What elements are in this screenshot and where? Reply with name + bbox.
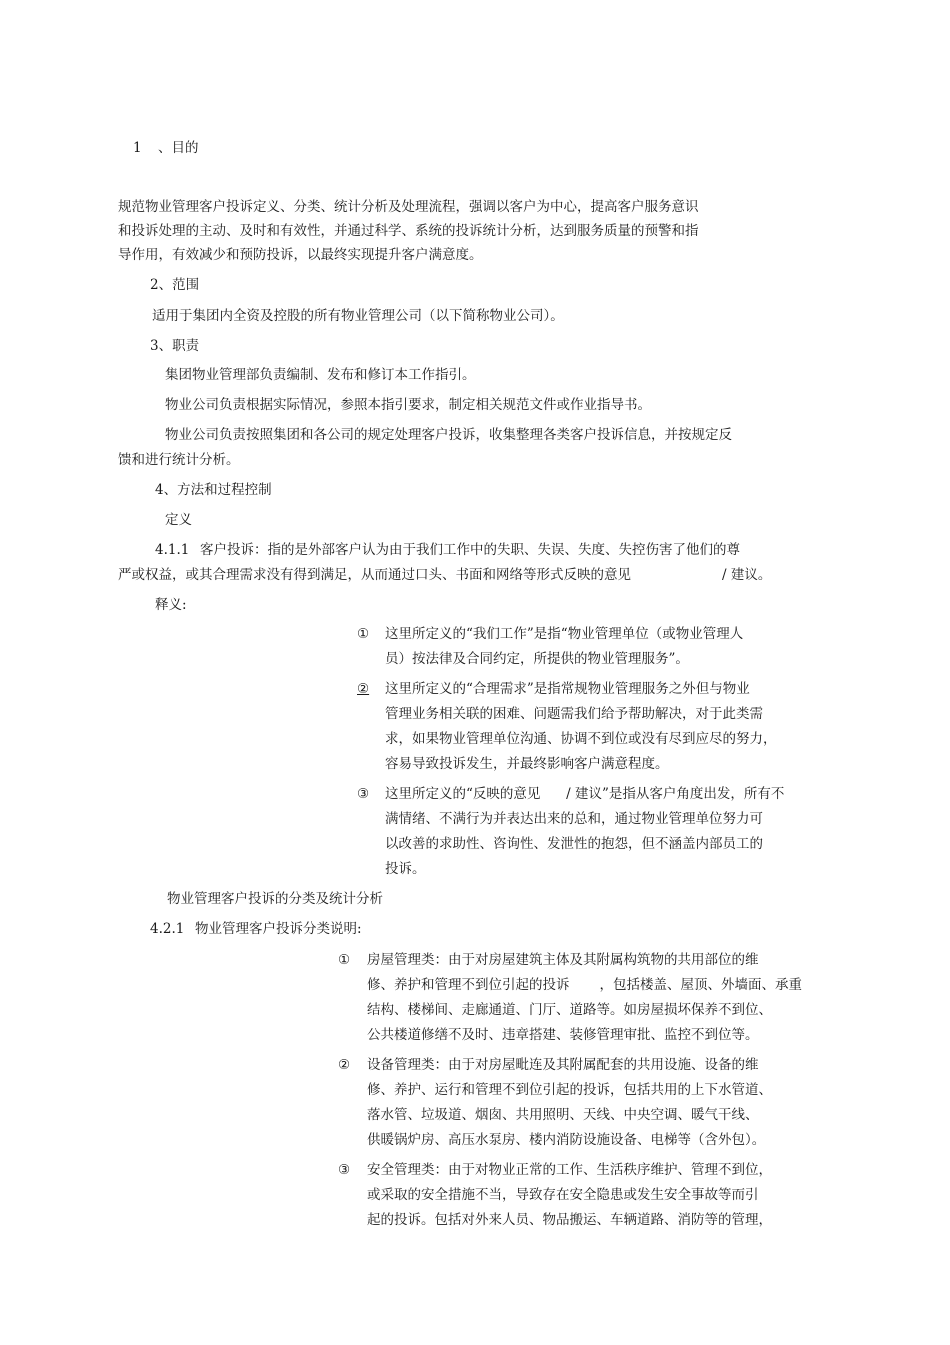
list-item-line: 以改善的求助性、咨询性、发泄性的抱怨，但不涵盖内部员工的 bbox=[385, 836, 763, 852]
section-1-title: 、目的 bbox=[158, 140, 199, 156]
list-item-line: 这里所定义的“合理需求”是指常规物业管理服务之外但与物业 bbox=[385, 681, 750, 697]
list-item-line: 起的投诉。包括对外来人员、物品搬运、车辆道路、消防等的管理， bbox=[367, 1212, 772, 1228]
list-item-line: 设备管理类：由于对房屋毗连及其附属配套的共用设施、设备的维 bbox=[367, 1057, 759, 1073]
paragraph-line: 和投诉处理的主动、及时和有效性，并通过科学、系统的投诉统计分析，达到服务质量的预警和指 bbox=[118, 223, 699, 239]
list-item-line: 公共楼道修缮不及时、违章搭建、装修管理审批、监控不到位等。 bbox=[367, 1027, 759, 1043]
list-item-line: 或采取的安全措施不当，导致存在安全隐患或发生安全事故等而引 bbox=[367, 1187, 759, 1203]
section-1-number: 1 bbox=[133, 140, 142, 156]
subsection-title: 物业管理客户投诉的分类及统计分析 bbox=[167, 891, 383, 907]
list-item-line: 求，如果物业管理单位沟通、协调不到位或没有尽到应尽的努力， bbox=[385, 731, 777, 747]
list-item-line: 投诉。 bbox=[385, 861, 426, 877]
list-item-line: 供暖锅炉房、高压水泵房、楼内消防设施设备、电梯等（含外包）。 bbox=[367, 1132, 766, 1148]
list-item-line: 房屋管理类：由于对房屋建筑主体及其附属构筑物的共用部位的维 bbox=[367, 952, 759, 968]
paragraph-line: 集团物业管理部负责编制、发布和修订本工作指引。 bbox=[165, 367, 476, 383]
clause-title: 物业管理客户投诉分类说明: bbox=[195, 921, 362, 937]
paragraph-line: 严或权益，或其合理需求没有得到满足，从而通过口头、书面和网络等形式反映的意见 bbox=[118, 567, 631, 583]
paragraph-line: 客户投诉：指的是外部客户认为由于我们工作中的失职、失误、失度、失控伤害了他们的尊 bbox=[200, 542, 740, 558]
paragraph-line: 馈和进行统计分析。 bbox=[118, 452, 240, 468]
paragraph-line: 规范物业管理客户投诉定义、分类、统计分析及处理流程，强调以客户为中心，提高客户服务意识 bbox=[118, 199, 699, 215]
clause-number: 4.1.1 bbox=[155, 542, 190, 558]
section-2-title: 2、范围 bbox=[150, 277, 200, 293]
section-4-title: 4、方法和过程控制 bbox=[155, 482, 272, 498]
list-item-line: 修、养护和管理不到位引起的投诉 ，包括楼盖、屋顶、外墙面、承重 bbox=[367, 977, 803, 993]
list-marker: ① bbox=[338, 952, 351, 968]
list-item-line: 这里所定义的“我们工作”是指“物业管理单位（或物业管理人 bbox=[385, 626, 744, 642]
list-marker: ③ bbox=[357, 786, 370, 802]
paragraph-line: 导作用，有效减少和预防投诉，以最终实现提升客户满意度。 bbox=[118, 247, 483, 263]
list-item-line: 管理业务相关联的困难、问题需我们给予帮助解决，对于此类需 bbox=[385, 706, 763, 722]
list-item-line: 员）按法律及合同约定，所提供的物业管理服务”。 bbox=[385, 651, 689, 667]
list-item-line: 满情绪、不满行为并表达出来的总和，通过物业管理单位努力可 bbox=[385, 811, 763, 827]
list-item-line: 落水管、垃圾道、烟囱、共用照明、天线、中央空调、暖气干线、 bbox=[367, 1107, 759, 1123]
paragraph-line: 物业公司负责根据实际情况，参照本指引要求，制定相关规范文件或作业指导书。 bbox=[165, 397, 651, 413]
clause-number: 4.2.1 bbox=[150, 921, 185, 937]
list-marker: ② bbox=[338, 1057, 351, 1073]
paragraph-line: / 建议。 bbox=[722, 567, 772, 583]
paragraph-line: 物业公司负责按照集团和各公司的规定处理客户投诉，收集整理各类客户投诉信息，并按规定反 bbox=[165, 427, 732, 443]
interpretation-label: 释义: bbox=[155, 597, 187, 613]
list-item-line: 结构、楼梯间、走廊通道、门厅、道路等。如房屋损坏保养不到位、 bbox=[367, 1002, 772, 1018]
list-item-line: 这里所定义的“反映的意见 / 建议”是指从客户角度出发，所有不 bbox=[385, 786, 785, 802]
subsection-title: 定义 bbox=[165, 512, 192, 528]
list-marker: ② bbox=[357, 681, 370, 697]
section-3-title: 3、职责 bbox=[150, 338, 200, 354]
paragraph-line: 适用于集团内全资及控股的所有物业管理公司（以下简称物业公司）。 bbox=[152, 308, 564, 324]
list-item-line: 安全管理类：由于对物业正常的工作、生活秩序维护、管理不到位， bbox=[367, 1162, 772, 1178]
list-item-line: 修、养护、运行和管理不到位引起的投诉，包括共用的上下水管道、 bbox=[367, 1082, 772, 1098]
list-item-line: 容易导致投诉发生，并最终影响客户满意程度。 bbox=[385, 756, 669, 772]
list-marker: ③ bbox=[338, 1162, 351, 1178]
list-marker: ① bbox=[357, 626, 370, 642]
